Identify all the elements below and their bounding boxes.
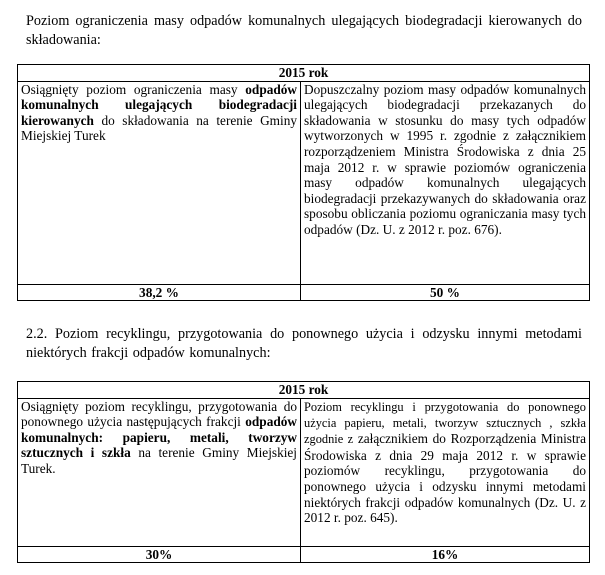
recycling-text-start: Osiągnięty poziom recyklingu, przygotowania do ponownego użycia następujących frakcji [21, 398, 297, 430]
permitted-level-description: Dopuszczalny poziom masy odpadów komunalnych ulegających biodegradacji przekazanych do składowania w stosunku do masy tych odpadów wytworzonych w 1995 r. zgodnie z załącznikiem rozporządzeniem Ministra Środowiska z dnia 25 maja 2012 r. w sprawie poziomów ograniczenia masy odpadów komunalnych ulegających biodegradacji przekazywanych do składowania oraz sposobu obliczania poziomu ograniczania masy tych odpadów (Dz. U. z 2012 r. poz. 676). [301, 81, 590, 284]
achieved-recycling-description [18, 398, 301, 546]
achieved-text-start: Osiągnięty poziom ograniczenia masy [21, 81, 238, 97]
achieved-text-bold: odpadów komunalnych ulegających biodegradacji kierowanych [21, 81, 298, 128]
required-text-end: załącznikiem do Rozporządzenia Ministra Środowiska z dnia 29 maja 2012 r. w sprawie poziomów recyklingu, przygotowania do ponownego użycia i odzysku innymi metodami niektórych frakcji odpadów komunalnych (Dz. U. z 2012 r. poz. 645). [304, 431, 586, 526]
recycling-text-bold: odpadów komunalnych: papieru, metali, tworzyw sztucznych i szkła [21, 414, 297, 461]
required-recycling-value: 16% [301, 546, 590, 563]
recycling-table [17, 381, 590, 563]
required-recycling-description [301, 398, 590, 546]
section-2-2-heading: 2.2. Poziom recyklingu, przygotowania do ponownego użycia i odzysku innymi metodami niektórych frakcji odpadów komunalnych: [26, 326, 582, 361]
required-text-start: Poziom recyklingu i przygotowania do ponownego użycia papieru, metali, tworzyw sztucznych , szkła zgodnie z [304, 399, 586, 447]
recycling-text-end: na terenie Gminy Miejskiej Turek. [21, 445, 298, 476]
permitted-value: 50 % [301, 284, 590, 301]
intro-paragraph: Poziom ograniczenia masy odpadów komunalnych ulegających biodegradacji kierowanych do składowania: [26, 13, 582, 48]
achieved-value: 38,2 % [18, 284, 301, 301]
achieved-recycling-value: 30% [18, 546, 301, 563]
achieved-level-description [18, 81, 301, 284]
table-header-year: 2015 rok [18, 65, 590, 82]
table-header-year: 2015 rok [18, 382, 590, 399]
limit-table [17, 64, 590, 301]
achieved-text-end: do składowania na terenie Gminy Miejskiej Turek [21, 112, 298, 144]
